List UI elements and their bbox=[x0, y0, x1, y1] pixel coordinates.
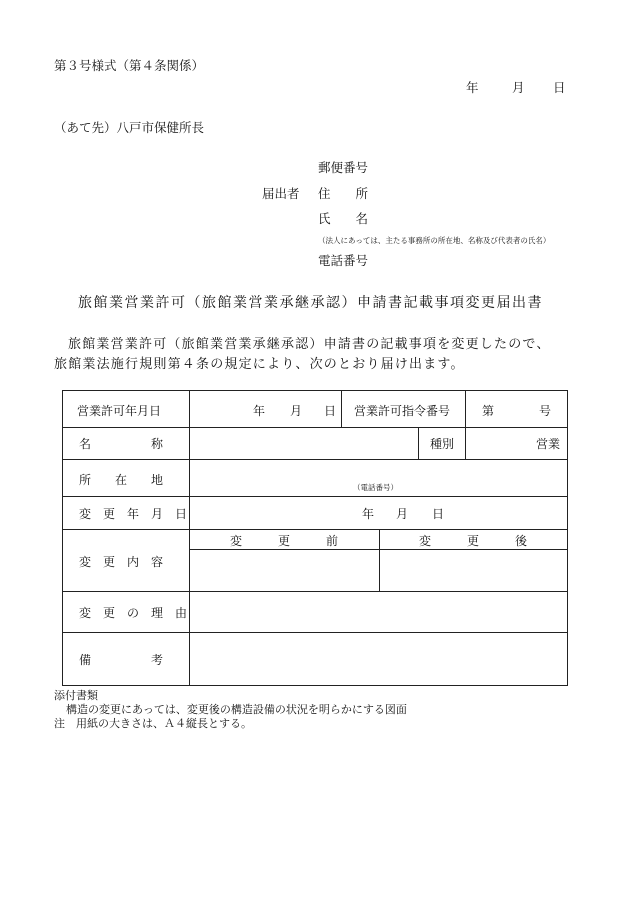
form-number: 第３号様式（第４条関係） bbox=[54, 58, 205, 73]
paper-size-note: 注 用紙の大きさは、Ａ４縦長とする。 bbox=[54, 717, 252, 730]
applicant-label: 届出者 bbox=[262, 186, 300, 201]
before-change-label: 変 更 前 bbox=[230, 534, 339, 548]
attachments-heading: 添付書類 bbox=[54, 689, 98, 702]
change-notification-table bbox=[62, 390, 568, 686]
date-day-label: 日 bbox=[553, 80, 566, 95]
attachment-item: 構造の変更にあっては、変更後の構造設備の状況を明らかにする図面 bbox=[66, 703, 407, 716]
corporate-note: （法人にあっては、主たる事務所の所在地、名称及び代表者の氏名） bbox=[318, 236, 551, 245]
addressee: （あて先）八戸市保健所長 bbox=[54, 120, 205, 135]
location-phone-note: （電話番号） bbox=[353, 483, 398, 492]
facility-name-label: 名 称 bbox=[79, 437, 164, 451]
permit-number-prefix: 第 bbox=[482, 404, 495, 418]
permit-number-suffix: 号 bbox=[539, 404, 552, 418]
remarks-label: 備 考 bbox=[79, 653, 164, 667]
change-date-label: 変 更 年 月 日 bbox=[79, 507, 188, 521]
permit-date-label: 営業許可年月日 bbox=[77, 404, 162, 418]
phone-label: 電話番号 bbox=[318, 253, 369, 268]
statement-line-2: 旅館業法施行規則第４条の規定により、次のとおり届け出ます。 bbox=[54, 357, 465, 372]
change-year-label: 年 bbox=[362, 507, 375, 521]
change-reason-label: 変 更 の 理 由 bbox=[79, 606, 188, 620]
permit-day-label: 日 bbox=[324, 404, 337, 418]
permit-number-label: 営業許可指令番号 bbox=[354, 404, 451, 418]
statement-line-1: 旅館業営業許可（旅館業営業承継承認）申請書の記載事項を変更したので、 bbox=[68, 337, 551, 352]
document-title: 旅館業営業許可（旅館業営業承継承認）申請書記載事項変更届出書 bbox=[78, 295, 543, 311]
change-day-label: 日 bbox=[432, 507, 445, 521]
postal-code-label: 郵便番号 bbox=[318, 160, 369, 175]
change-month-label: 月 bbox=[396, 507, 409, 521]
business-type-value: 営業 bbox=[536, 437, 561, 451]
name-label: 氏 名 bbox=[318, 211, 369, 226]
permit-year-label: 年 bbox=[253, 404, 266, 418]
business-type-label: 種別 bbox=[430, 437, 455, 451]
permit-month-label: 月 bbox=[290, 404, 303, 418]
location-label: 所 在 地 bbox=[79, 473, 164, 487]
date-month-label: 月 bbox=[512, 80, 525, 95]
change-content-label: 変 更 内 容 bbox=[79, 555, 164, 569]
date-year-label: 年 bbox=[466, 80, 479, 95]
after-change-label: 変 更 後 bbox=[419, 534, 528, 548]
address-label: 住 所 bbox=[318, 186, 369, 201]
